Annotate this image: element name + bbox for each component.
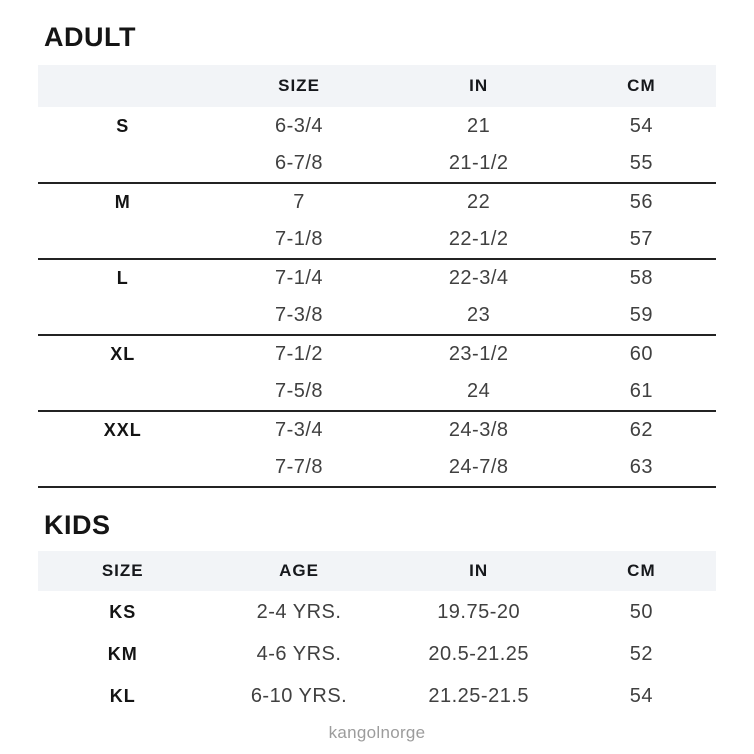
adult-header-row [38, 65, 716, 107]
age-cell: 6-10 YRS. [250, 684, 348, 707]
adult-group-xl [38, 335, 716, 411]
kids-table-header [38, 551, 716, 591]
group-label: L [116, 268, 129, 288]
in-cell: 23-1/2 [448, 343, 509, 365]
adult-group-l [38, 259, 716, 335]
group-label: M [114, 192, 131, 212]
kids-size-table [38, 551, 716, 717]
adult-table-header [38, 65, 716, 107]
in-cell: 21-1/2 [448, 152, 509, 174]
cm-cell: 60 [629, 343, 654, 365]
adult-header-size: SIZE [278, 76, 320, 95]
group-label-empty [38, 373, 208, 411]
adult-header-blank [38, 65, 208, 107]
kids-header-row [38, 551, 716, 591]
in-cell: 22-3/4 [448, 267, 509, 289]
adult-section-title: ADULT [44, 22, 136, 52]
kids-size-label: KL [109, 685, 136, 706]
group-label: XXL [103, 420, 142, 440]
group-label-empty [38, 449, 208, 487]
cm-cell: 55 [629, 152, 654, 174]
table-row [38, 297, 716, 335]
cm-cell: 62 [629, 419, 654, 441]
table-row [38, 107, 716, 145]
in-cell: 21.25-21.5 [428, 684, 529, 707]
brand-watermark: kangolnorge [328, 723, 426, 742]
kids-header-size: SIZE [101, 561, 144, 580]
kids-table-body [38, 591, 716, 717]
size-cell: 7-7/8 [274, 456, 324, 478]
cm-cell: 54 [629, 684, 654, 707]
in-cell: 22-1/2 [448, 228, 509, 250]
cm-cell: 59 [629, 304, 654, 326]
age-cell: 2-4 YRS. [256, 600, 342, 623]
size-cell: 7-1/2 [274, 343, 324, 365]
adult-header-in: IN [469, 76, 489, 95]
table-row [38, 591, 716, 633]
in-cell: 24-7/8 [448, 456, 509, 478]
size-cell: 7-5/8 [274, 380, 324, 402]
age-cell: 4-6 YRS. [256, 642, 342, 665]
adult-size-table [38, 65, 716, 488]
table-row [38, 259, 716, 297]
size-cell: 6-3/4 [274, 114, 324, 137]
cm-cell: 52 [629, 642, 654, 665]
table-row [38, 373, 716, 411]
in-cell: 23 [467, 304, 491, 326]
size-cell: 6-7/8 [274, 152, 324, 174]
table-row [38, 449, 716, 487]
in-cell: 21 [467, 114, 491, 137]
in-cell: 22 [467, 191, 491, 213]
adult-header-cm: CM [627, 76, 656, 95]
cm-cell: 63 [629, 456, 654, 478]
table-row [38, 221, 716, 259]
cm-cell: 50 [629, 600, 654, 623]
kids-header-age: AGE [279, 561, 319, 580]
group-label-empty [38, 145, 208, 183]
cm-cell: 56 [629, 191, 654, 213]
kids-size-label: KS [109, 601, 137, 622]
size-cell: 7-3/4 [274, 419, 324, 441]
kids-size-label: KM [107, 643, 138, 664]
in-cell: 24-3/8 [448, 419, 509, 441]
group-label-empty [38, 297, 208, 335]
cm-cell: 57 [629, 228, 654, 250]
in-cell: 19.75-20 [437, 600, 521, 623]
table-row [38, 411, 716, 449]
table-row [38, 145, 716, 183]
cm-cell: 61 [629, 380, 654, 402]
cm-cell: 58 [629, 267, 654, 289]
group-label-empty [38, 221, 208, 259]
adult-group-s [38, 107, 716, 183]
size-cell: 7 [293, 191, 305, 213]
group-label: XL [110, 344, 136, 364]
kids-section-title: KIDS [44, 510, 111, 540]
kids-header-in: IN [469, 561, 489, 580]
table-row [38, 183, 716, 221]
table-row [38, 335, 716, 373]
size-cell: 7-3/8 [274, 304, 324, 326]
adult-group-m [38, 183, 716, 259]
size-cell: 7-1/4 [274, 267, 324, 289]
size-cell: 7-1/8 [274, 228, 324, 250]
table-row [38, 633, 716, 675]
cm-cell: 54 [629, 114, 654, 137]
in-cell: 24 [467, 380, 491, 402]
adult-group-xxl [38, 411, 716, 487]
in-cell: 20.5-21.25 [428, 642, 529, 665]
group-label: S [116, 115, 130, 136]
kids-header-cm: CM [627, 561, 656, 580]
table-row [38, 675, 716, 717]
